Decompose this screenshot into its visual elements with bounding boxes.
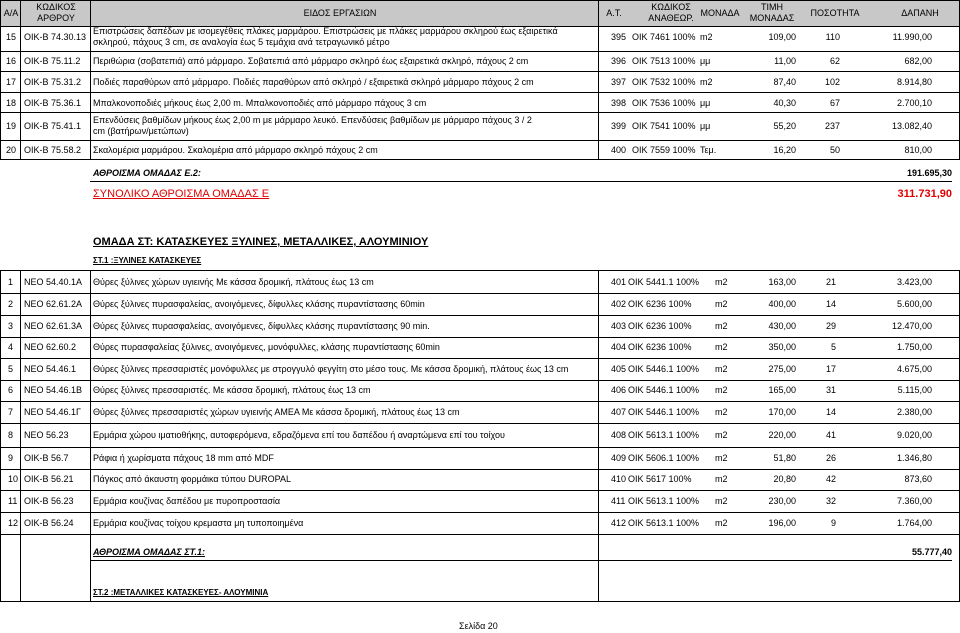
row-code: ΝΕΟ 62.61.2Α [24, 299, 83, 309]
row-at: 404 [611, 342, 627, 352]
row-no: 11 [8, 496, 18, 506]
group-st1-subtitle: ΣΤ.1 :ΞΥΛΙΝΕΣ ΚΑΤΑΣΚΕΥΕΣ [93, 256, 202, 265]
row-code: ΟΙΚ-Β 56.21 [24, 474, 74, 484]
row-at: 411 [611, 496, 626, 506]
row-code: ΝΕΟ 54.46.1Γ [24, 407, 81, 417]
row-at: 397 [611, 77, 627, 87]
header-unit-price: ΤΙΜΗ ΜΟΝΑΔΑΣ [749, 2, 795, 23]
row-unit: m2 [715, 453, 728, 463]
row-qty: 26 [825, 453, 836, 463]
row-desc: Μπαλκονοποδιές μήκους έως 2,00 m. Μπαλκονοποδιές από μάρμαρο πάχους 3 cm [93, 98, 427, 108]
header-quantity: ΠΟΣΟΤΗΤΑ [810, 8, 860, 18]
row-cost: 1.764,00 [896, 518, 932, 528]
group-st2-subtitle: ΣΤ.2 :ΜΕΤΑΛΛΙΚΕΣ ΚΑΤΑΣΚΕΥΕΣ- ΑΛΟΥΜΙΝΙΑ [93, 588, 269, 597]
row-qty: 41 [825, 430, 836, 440]
row-qty: 5 [830, 342, 836, 352]
row-rev: ΟΙΚ 7461 100% [632, 32, 696, 42]
table-row [0, 490, 960, 512]
row-no: 3 [8, 321, 14, 331]
row-desc: Θύρες ξύλινες χώρων υγιεινής Με κάσσα δρομική, πλάτους έως 13 cm [93, 277, 374, 287]
row-rev: ΟΙΚ 5613.1 100% [628, 518, 700, 528]
total-e-label: ΣΥΝΟΛΙΚΟ ΑΘΡΟΙΣΜΑ ΟΜΑΔΑΣ Ε [93, 188, 270, 200]
row-desc: Περιθώρια (σοβατεπιά) από μάρμαρο. Σοβατεπιά από μάρμαρο σκληρό έως εξαιρετικά σκληρό, πάχους 2 cm [93, 56, 529, 66]
sum-e2-label: ΑΘΡΟΙΣΜΑ ΟΜΑΔΑΣ Ε.2: [93, 168, 201, 178]
row-no: 1 [8, 277, 14, 287]
header-work-type: ΕΙΔΟΣ ΕΡΓΑΣΙΩΝ [303, 8, 377, 18]
row-price: 51,80 [773, 453, 796, 463]
row-cost: 3.423,00 [896, 277, 932, 287]
row-desc: Επιστρώσεις δαπέδων με ισομεγέθεις πλάκες μαρμάρου. Επιστρώσεις με πλάκες μαρμάρου σκληρού έως εξαιρετικά σκληρού, πάχους 3 cm, σε αναλογία έως 5 τεμάχια ανά τετραγωνικό μέτρο [93, 26, 558, 47]
row-price: 163,00 [768, 277, 796, 287]
row-desc: Ερμάρια χώρου ιματιοθήκης, αυτοφερόμενα, εδραζόμενα επί του δαπέδου ή αναρτώμενα επί του τοίχου [93, 430, 505, 440]
table-row [0, 293, 960, 315]
row-no: 19 [6, 121, 17, 131]
row-qty: 237 [824, 121, 840, 131]
row-code: ΟΙΚ-Β 75.11.2 [24, 56, 81, 66]
sum-st1-value: 55.777,40 [911, 547, 952, 557]
row-rev: ΟΙΚ 5446.1 100% [628, 385, 700, 395]
row-desc: Επενδύσεις βαθμίδων μήκους έως 2,00 m με μάρμαρο λευκό. Επενδύσεις βαθμίδων με μάρμαρο πάχους 3 / 2 cm (βατήρων/μετώπων) [93, 115, 532, 136]
row-unit: m2 [715, 430, 728, 440]
row-at: 402 [611, 299, 627, 309]
table-row [0, 272, 960, 293]
row-price: 55,20 [773, 121, 796, 131]
row-at: 399 [611, 121, 627, 131]
sum-st1-label: ΑΘΡΟΙΣΜΑ ΟΜΑΔΑΣ ΣΤ.1: [93, 547, 205, 557]
header-cost: ΔΑΠΑΝΗ [901, 8, 939, 18]
row-code: ΟΙΚ-Β 56.7 [24, 453, 69, 463]
row-qty: 29 [825, 321, 836, 331]
row-at: 406 [611, 385, 627, 395]
row-no: 15 [6, 32, 17, 42]
row-rev: ΟΙΚ 5613.1 100% [628, 430, 700, 440]
row-cost: 5.115,00 [897, 385, 932, 395]
total-e-value: 311.731,90 [897, 188, 952, 200]
row-rev: ΟΙΚ 5613.1 100% [628, 496, 700, 506]
table-row [0, 52, 960, 71]
row-at: 403 [611, 321, 627, 331]
row-unit: m2 [715, 299, 728, 309]
table-row [0, 423, 960, 447]
row-qty: 31 [825, 385, 836, 395]
table-row [0, 401, 960, 423]
row-unit: m2 [715, 385, 728, 395]
table-row [0, 512, 960, 534]
header-at: Α.Τ. [606, 8, 622, 18]
row-rev: ΟΙΚ 7536 100% [632, 98, 696, 108]
row-no: 20 [6, 145, 17, 155]
row-cost: 2.380,00 [896, 407, 932, 417]
row-rev: ΟΙΚ 7541 100% [632, 121, 696, 131]
row-no: 2 [8, 299, 14, 309]
row-qty: 9 [830, 518, 836, 528]
table-row [0, 469, 960, 490]
row-price: 230,00 [768, 496, 796, 506]
row-price: 275,00 [768, 364, 796, 374]
table-row [0, 447, 960, 469]
row-unit: m2 [715, 474, 728, 484]
row-desc: Ερμάρια κουζίνας δαπέδου με πυροπροστασία [93, 496, 281, 506]
row-cost: 8.914,80 [896, 77, 932, 87]
row-cost: 1.750,00 [896, 342, 932, 352]
row-code: ΟΙΚ-Β 75.31.2 [24, 77, 82, 87]
row-price: 109,00 [768, 32, 796, 42]
row-rev: ΟΙΚ 5617 100% [628, 474, 692, 484]
row-no: 17 [6, 77, 17, 87]
row-cost: 873,60 [904, 474, 932, 484]
row-no: 9 [8, 453, 14, 463]
row-price: 87,40 [773, 77, 796, 87]
row-code: ΟΙΚ-Β 56.23 [24, 496, 74, 506]
row-price: 16,20 [773, 145, 796, 155]
row-price: 400,00 [768, 299, 796, 309]
row-rev: ΟΙΚ 7513 100% [632, 56, 696, 66]
row-rev: ΟΙΚ 6236 100% [628, 342, 692, 352]
row-code: ΝΕΟ 62.60.2 [24, 342, 77, 352]
row-cost: 9.020,00 [896, 430, 932, 440]
header-unit: ΜΟΝΑΔΑ [700, 8, 740, 18]
row-price: 350,00 [768, 342, 796, 352]
row-code: ΝΕΟ 56.23 [24, 430, 69, 440]
row-unit: m2 [715, 321, 728, 331]
row-at: 410 [611, 474, 627, 484]
row-rev: ΟΙΚ 6236 100% [628, 299, 692, 309]
row-desc: Θύρες πυρασφαλείας ξύλινες, ανοιγόμενες, μονόφυλλες, κλάσης πυραντίστασης 60min [93, 342, 440, 352]
row-cost: 5.600,00 [896, 299, 932, 309]
row-qty: 67 [829, 98, 840, 108]
row-code: ΝΕΟ 54.40.1Α [24, 277, 83, 287]
row-qty: 32 [825, 496, 836, 506]
sum-e2-value: 191.695,30 [906, 168, 952, 178]
row-desc: Θύρες ξύλινες πρεσσαριστές χώρων υγιεινής ΑΜΕΑ Με κάσσα δρομική, πλάτους έως 13 cm [93, 407, 460, 417]
row-rev: ΟΙΚ 6236 100% [628, 321, 692, 331]
row-unit: μμ [700, 56, 711, 66]
row-desc: Θύρες ξύλινες πρεσσαριστές μονόφυλλες με στρογγυλό φεγγίτη στο μέσο τους. Με κάσσα δρομική, πλάτους έως 13 cm [93, 364, 569, 374]
row-desc: Ράφια ή χωρίσματα πάχους 18 mm από MDF [93, 453, 274, 463]
row-price: 40,30 [773, 98, 796, 108]
row-unit: m2 [715, 407, 728, 417]
table-row [0, 315, 960, 337]
row-code: ΝΕΟ 54.46.1Β [24, 385, 83, 395]
row-rev: ΟΙΚ 5446.1 100% [628, 407, 700, 417]
row-at: 395 [611, 32, 627, 42]
row-desc: Θύρες ξύλινες πυρασφαλείας, ανοιγόμενες, δίφυλλες κλάσης πυραντίστασης 90 min. [93, 321, 430, 331]
row-rev: ΟΙΚ 7559 100% [632, 145, 696, 155]
row-no: 4 [8, 342, 14, 352]
row-at: 409 [611, 453, 627, 463]
row-at: 412 [611, 518, 627, 528]
row-no: 8 [8, 430, 14, 440]
row-at: 401 [611, 277, 627, 287]
row-qty: 14 [825, 407, 836, 417]
row-desc: Θύρες ξύλινες πυρασφαλείας, ανοιγόμενες, δίφυλλες κλάσης πυραντίστασης 60min [93, 299, 425, 309]
row-desc: Σκαλομέρια μαρμάρου. Σκαλομέρια από μάρμαρο σκληρό πάχους 2 cm [93, 145, 378, 155]
row-cost: 7.360,00 [896, 496, 932, 506]
row-unit: m2 [715, 518, 728, 528]
header-code-anatheor: ΚΩΔΙΚΟΣ ΑΝΑΘΕΩΡ. [648, 2, 694, 23]
row-price: 11,00 [774, 56, 796, 66]
row-qty: 21 [825, 277, 836, 287]
row-cost: 682,00 [904, 56, 932, 66]
row-no: 5 [8, 364, 14, 374]
table-row [0, 93, 960, 112]
row-code: ΟΙΚ-Β 56.24 [24, 518, 74, 528]
row-unit: m2 [700, 77, 713, 87]
row-at: 408 [611, 430, 627, 440]
row-qty: 50 [829, 145, 840, 155]
row-cost: 13.082,40 [891, 121, 932, 131]
group-st-title: ΟΜΑΔΑ ΣΤ: ΚΑΤΑΣΚΕΥΕΣ ΞΥΛΙΝΕΣ, ΜΕΤΑΛΛΙΚΕΣ, ΑΛΟΥΜΙΝΙΟΥ [93, 236, 429, 248]
row-unit: m2 [715, 342, 728, 352]
row-at: 405 [611, 364, 627, 374]
row-rev: ΟΙΚ 7532 100% [632, 77, 696, 87]
row-cost: 2.700,10 [896, 98, 932, 108]
page-number: Σελίδα 20 [459, 621, 498, 631]
row-rev: ΟΙΚ 5441.1 100% [628, 277, 700, 287]
row-no: 16 [6, 56, 17, 66]
table-row [0, 380, 960, 401]
row-code: ΟΙΚ-Β 74.30.13 [24, 32, 87, 42]
row-at: 396 [611, 56, 627, 66]
row-no: 12 [8, 518, 19, 528]
row-code: ΝΕΟ 62.61.3Α [24, 321, 83, 331]
row-no: 10 [8, 474, 19, 484]
row-rev: ΟΙΚ 5606.1 100% [628, 453, 700, 463]
row-code: ΝΕΟ 54.46.1 [24, 364, 77, 374]
row-unit: m2 [715, 364, 728, 374]
table-row [0, 26, 960, 50]
row-no: 18 [6, 98, 17, 108]
row-desc: Ερμάρια κουζίνας τοίχου κρεμαστα μη τυποποιημένα [93, 518, 304, 528]
row-no: 7 [8, 407, 14, 417]
row-code: ΟΙΚ-Β 75.58.2 [24, 145, 82, 155]
row-desc: Θύρες ξύλινες πρεσσαριστές. Με κάσσα δρομική, πλάτους έως 13 cm [93, 385, 371, 395]
table-row [0, 337, 960, 358]
row-cost: 12.470,00 [891, 321, 932, 331]
row-price: 165,00 [768, 385, 796, 395]
row-unit: m2 [700, 32, 713, 42]
row-no: 6 [8, 385, 14, 395]
table-row [0, 141, 960, 159]
row-cost: 11.990,00 [892, 32, 932, 42]
row-at: 398 [611, 98, 627, 108]
row-qty: 42 [825, 474, 836, 484]
row-code: ΟΙΚ-Β 75.41.1 [24, 121, 82, 131]
table-row [0, 358, 960, 380]
row-cost: 810,00 [904, 145, 932, 155]
row-qty: 17 [825, 364, 836, 374]
row-desc: Πάγκος από άκαυστη φορμάικα τύπου DUROPAL [93, 474, 291, 484]
row-unit: μμ [700, 121, 711, 131]
row-desc: Ποδιές παραθύρων από μάρμαρο. Ποδιές παραθύρων από σκληρό / εξαιρετικά σκληρό μάρμαρο πάχους 2 cm [93, 77, 534, 87]
header-code-article: ΚΩΔΙΚΟΣ ΑΡΘΡΟΥ [36, 2, 76, 23]
row-unit: m2 [715, 277, 728, 287]
row-code: ΟΙΚ-Β 75.36.1 [24, 98, 82, 108]
row-price: 196,00 [768, 518, 796, 528]
header-aa: Α/Α [3, 8, 19, 18]
row-qty: 110 [825, 32, 840, 42]
row-unit: m2 [715, 496, 728, 506]
row-price: 220,00 [768, 430, 796, 440]
row-qty: 62 [829, 56, 840, 66]
row-at: 400 [611, 145, 627, 155]
row-price: 430,00 [768, 321, 796, 331]
table-row [0, 113, 960, 139]
table-row [0, 72, 960, 92]
row-price: 170,00 [768, 407, 796, 417]
row-unit: Τεμ. [700, 145, 717, 155]
row-qty: 102 [824, 77, 840, 87]
row-cost: 1.346,80 [896, 453, 932, 463]
row-cost: 4.675,00 [896, 364, 932, 374]
row-at: 407 [611, 407, 627, 417]
row-qty: 14 [825, 299, 836, 309]
row-price: 20,80 [773, 474, 796, 484]
row-unit: μμ [700, 98, 711, 108]
row-rev: ΟΙΚ 5446.1 100% [628, 364, 700, 374]
